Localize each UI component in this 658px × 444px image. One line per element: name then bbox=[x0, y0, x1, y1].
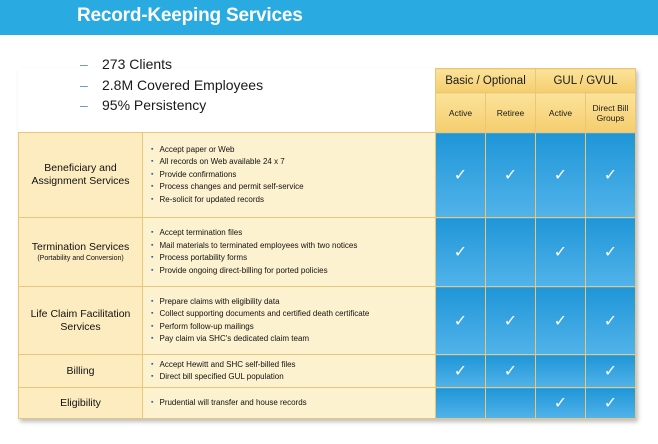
check-icon: ✓ bbox=[453, 312, 468, 330]
check-cell bbox=[436, 388, 486, 419]
dash-bullet: – bbox=[80, 76, 88, 93]
check-icon: ✓ bbox=[503, 312, 518, 330]
title-bar bbox=[0, 0, 658, 35]
check-cell bbox=[486, 133, 536, 218]
column-header-retiree: Retiree bbox=[486, 93, 536, 133]
check-icon: ✓ bbox=[553, 244, 568, 261]
dash-bullet: – bbox=[80, 56, 88, 72]
check-icon: ✓ bbox=[603, 363, 618, 380]
service-description bbox=[143, 133, 436, 218]
stat-item: – 95% Persistency bbox=[80, 95, 263, 116]
check-cell bbox=[586, 133, 636, 218]
service-name: Eligibility bbox=[19, 388, 143, 419]
page-title: Record-Keeping Services bbox=[77, 5, 303, 26]
check-cell bbox=[436, 355, 486, 388]
check-icon: ✓ bbox=[503, 167, 518, 184]
dash-bullet: – bbox=[80, 97, 88, 113]
check-cell bbox=[586, 218, 636, 287]
list-item: ▪ Process changes and permit self-service bbox=[151, 181, 435, 194]
check-icon: ✓ bbox=[453, 167, 468, 184]
service-name: Life Claim Facilitation Services bbox=[19, 287, 143, 355]
list-item: ▪ Perform follow-up mailings bbox=[151, 321, 435, 334]
stat-item: – 273 Clients bbox=[80, 54, 263, 75]
check-cell bbox=[536, 133, 586, 218]
list-item: ▪ Re-solicit for updated records bbox=[151, 194, 435, 207]
table-row bbox=[19, 218, 636, 287]
list-item: ▪ Mail materials to terminated employees with two notices bbox=[151, 240, 435, 253]
check-cell bbox=[586, 287, 636, 355]
check-icon: ✓ bbox=[603, 244, 618, 261]
check-cell bbox=[486, 355, 536, 388]
check-icon: ✓ bbox=[603, 312, 618, 330]
column-header-active: Active bbox=[436, 93, 486, 133]
check-cell bbox=[486, 287, 536, 355]
list-item: ▪ Provide ongoing direct-billing for ported policies bbox=[151, 265, 435, 278]
table-row bbox=[19, 388, 636, 419]
group-header-gul-gvul: GUL / GVUL bbox=[536, 69, 636, 93]
list-item: ▪ Collect supporting documents and certified death certificate bbox=[151, 308, 435, 321]
table-body bbox=[19, 133, 636, 419]
check-cell bbox=[536, 287, 586, 355]
service-name: Billing bbox=[19, 355, 143, 388]
list-item: ▪ Process portability forms bbox=[151, 252, 435, 265]
check-cell bbox=[486, 218, 536, 287]
service-description bbox=[143, 218, 436, 287]
table-row bbox=[19, 133, 636, 218]
service-name: Beneficiary and Assignment Services bbox=[19, 133, 143, 218]
check-icon: ✓ bbox=[553, 167, 568, 184]
list-item: ▪ Direct bill specified GUL population bbox=[151, 371, 435, 384]
column-header-active: Active bbox=[536, 93, 586, 133]
service-note: (Portability and Conversion) bbox=[37, 254, 124, 262]
list-item: ▪ All records on Web available 24 x 7 bbox=[151, 156, 435, 169]
service-name: Termination Services (Portability and Conversion) bbox=[19, 218, 143, 287]
check-cell bbox=[586, 355, 636, 388]
check-cell bbox=[436, 287, 486, 355]
check-cell bbox=[436, 218, 486, 287]
list-item: ▪ Prudential will transfer and house records bbox=[151, 397, 435, 410]
check-cell bbox=[536, 388, 586, 419]
list-item: ▪ Accept paper or Web bbox=[151, 144, 435, 157]
list-item: ▪ Accept termination files bbox=[151, 227, 435, 240]
service-description bbox=[143, 388, 436, 419]
check-icon: ✓ bbox=[503, 363, 518, 380]
table-row bbox=[19, 355, 636, 388]
check-cell bbox=[536, 218, 586, 287]
check-cell bbox=[436, 133, 486, 218]
service-description bbox=[143, 287, 436, 355]
check-icon: ✓ bbox=[453, 244, 468, 261]
group-header-basic-optional: Basic / Optional bbox=[436, 69, 536, 93]
check-icon: ✓ bbox=[553, 312, 568, 330]
services-table bbox=[18, 68, 636, 419]
check-icon: ✓ bbox=[553, 395, 568, 412]
list-item: ▪ Provide confirmations bbox=[151, 169, 435, 182]
list-item: ▪ Prepare claims with eligibility data bbox=[151, 296, 435, 309]
service-description bbox=[143, 355, 436, 388]
blank-corner bbox=[19, 69, 143, 93]
check-cell bbox=[486, 388, 536, 419]
check-cell bbox=[586, 388, 636, 419]
table-row bbox=[19, 287, 636, 355]
check-icon: ✓ bbox=[603, 395, 618, 412]
list-item: ▪ Pay claim via SHC's dedicated claim team bbox=[151, 333, 435, 346]
list-item: ▪ Accept Hewitt and SHC self-billed files bbox=[151, 359, 435, 372]
column-header-direct-bill-groups: Direct Bill Groups bbox=[586, 93, 636, 133]
check-icon: ✓ bbox=[603, 167, 618, 184]
stat-item: – 2.8M Covered Employees bbox=[80, 75, 263, 96]
check-icon: ✓ bbox=[453, 363, 468, 380]
check-cell bbox=[536, 355, 586, 388]
